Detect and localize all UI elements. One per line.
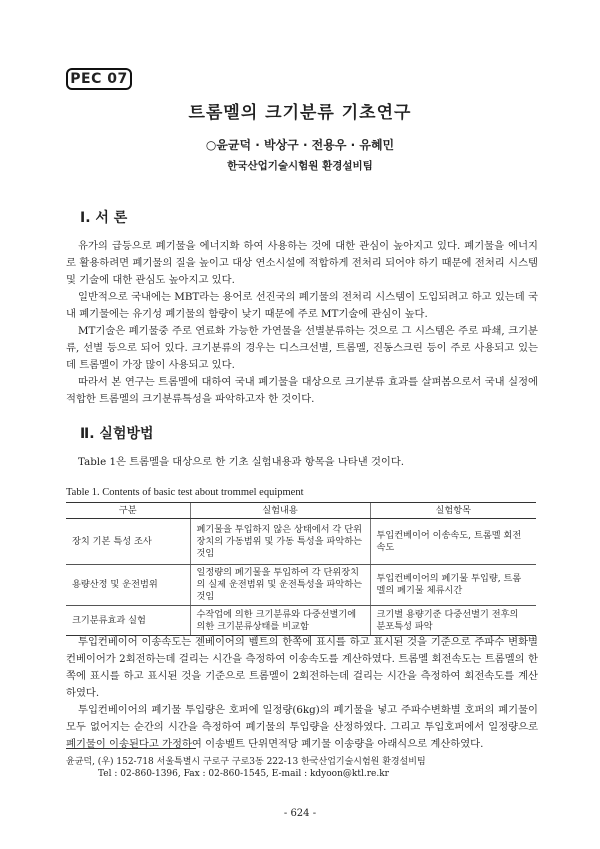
section-heading-intro: Ⅰ. 서 론	[80, 210, 128, 226]
section-heading-method: Ⅱ. 실험방법	[80, 426, 154, 442]
footnote-divider	[66, 748, 196, 749]
table-row	[66, 565, 536, 606]
table-cell: 일정량의 폐기물을 투입하여 각 단위장치의 실제 운전범위 및 운전특성을 파악하는 것임	[190, 565, 370, 606]
footnote-address: 윤균덕, (우) 152-718 서울특별시 구로구 구로3동 222-13 한국산업기술시험원 환경설비팀	[66, 757, 426, 767]
table-header: 실험내용	[190, 503, 370, 519]
table-row	[66, 519, 536, 565]
table-cell: 폐기물을 투입하지 않은 상태에서 각 단위장치의 가동범위 및 가동 특성을 파악하는 것임	[190, 519, 370, 565]
table-header: 구분	[66, 503, 190, 519]
table-cell: 장치 기본 특성 조사	[66, 519, 190, 565]
method-intro	[66, 454, 538, 471]
paragraph: 일반적으로 국내에는 MBT라는 용어로 선진국의 폐기물의 전처리 시스템이 도입되려고 하고 있는데 국내 폐기물에는 유기성 폐기물의 함량이 낮기 때문에 주로 MT기술에 관심이 높다.	[66, 291, 538, 320]
table-header-row	[66, 503, 536, 519]
method-body	[66, 634, 538, 753]
intro-body	[66, 238, 538, 408]
table-cell: 수작업에 의한 크기분류와 다중선별기에 의한 크기분류상태를 비교함	[190, 606, 370, 636]
paragraph: 유가의 급등으로 폐기물을 에너지화 하여 사용하는 것에 대한 관심이 높아지고 있다. 폐기물을 에너지로 활용하려면 폐기물의 질을 높이고 대상 연소시설에 적합하게 전처리 되어야 하기 때문에 전처리 시스템 및 기술에 대한 관심도 높아지고 있다.	[66, 240, 538, 286]
table-cell: 크기분류효과 실험	[66, 606, 190, 636]
session-badge: PEC 07	[66, 68, 132, 90]
paragraph: 따라서 본 연구는 트롬멜에 대하여 국내 폐기물을 대상으로 크기분류 효과를 살펴봄으로서 국내 실정에 적합한 트롬멜의 크기분류특성을 파악하고자 한 것이다.	[66, 376, 538, 405]
affiliation: 한국산업기술시험원 환경설비팀	[227, 160, 373, 172]
paragraph: Table 1은 트롬멜을 대상으로 한 기초 실험내용과 항목을 나타낸 것이다.	[78, 456, 405, 468]
page-number: - 624 -	[283, 808, 317, 819]
paragraph: 투입컨베이어의 폐기물 투입량은 호퍼에 일정량(6kg)의 폐기물을 넣고 주파수변화별 호퍼의 폐기물이 모두 없어지는 순간의 시간을 측정하여 폐기물의 투입량을 산정하였다. 그리고 투입호퍼에서 일정량으로 폐기물이 이송된다고 가정하여 이송벨트 단위면적당 폐기물 이송량을 아래식으로 계산하였다.	[66, 704, 538, 750]
table-caption: Table 1. Contents of basic test about trommel equipment	[66, 487, 304, 498]
paragraph: 투입컨베이어 이송속도는 젠베이어의 벨트의 한쪽에 표시를 하고 표시된 것을 기준으로 주파수 변화별 컨베이어가 2회전하는데 걸리는 시간을 측정하여 이송속도를 계산하였다. 트롬멜 회전속도는 트롬멜의 한쪽에 표시를 하고 표시된 것을 기준으로 트롬멜이 2회전하는데 걸리는 시간을 측정하여 회전속도를 계산하였다.	[66, 636, 538, 699]
paper-title: 트롬멜의 크기분류 기초연구	[188, 103, 412, 123]
paragraph: MT기술은 폐기물중 주로 연료화 가능한 가연물을 선별분류하는 것으로 그 시스템은 주로 파쇄, 크기분류, 선별 등으로 되어 있다. 크기분류의 경우는 디스크선별, 트롬멜, 진동스크린 등이 주로 사용되고 있는데 트롬멜이 가장 많이 사용되고 있다.	[66, 325, 538, 371]
table-cell: 크기별 용량기준 다중선별기 전후의 분포특성 파악	[370, 606, 536, 636]
table-header: 실험항목	[370, 503, 536, 519]
table-row	[66, 606, 536, 636]
footnote-contact: Tel : 02-860-1396, Fax : 02-860-1545, E-mail : kdyoon@ktl.re.kr	[98, 769, 389, 779]
author-list: ○윤균덕 · 박상구 · 전용우 · 유혜민	[205, 138, 395, 152]
table-cell: 투입컨베이어의 폐기물 투입량, 트롬멜의 폐기물 체류시간	[370, 565, 536, 606]
contents-table	[66, 502, 536, 636]
table-cell: 투입컨베이어 이송속도, 트롬멜 회전속도	[370, 519, 536, 565]
table-cell: 용량산정 및 운전범위	[66, 565, 190, 606]
